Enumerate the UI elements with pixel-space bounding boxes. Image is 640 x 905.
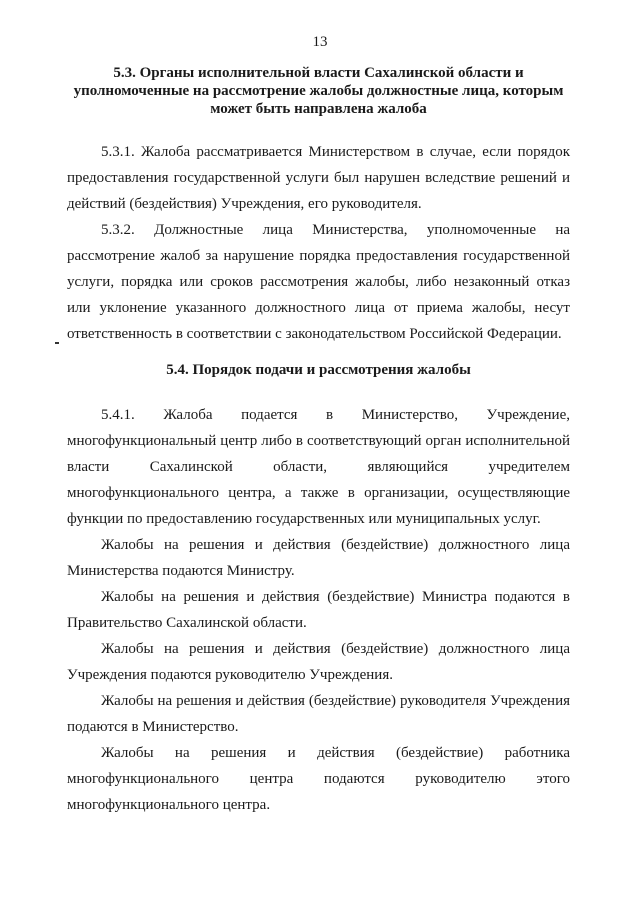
section-5-3-heading: 5.3. Органы исполнительной власти Сахалинской области и уполномоченные на рассмотрение жалобы должностные лица, которым может быть направлена жалоба: [73, 65, 564, 117]
margin-mark: [55, 342, 59, 344]
paragraph-institution-head: Жалобы на решения и действия (бездействие) руководителя Учреждения подаются в Министерство.: [67, 693, 570, 735]
paragraph-minister: Жалобы на решения и действия (бездействие) Министра подаются в Правительство Сахалинской области.: [67, 589, 570, 631]
paragraph-5-3-2: 5.3.2. Должностные лица Министерства, уполномоченные на рассмотрение жалоб за нарушение порядка предоставления государственной услуги, порядка или сроков рассмотрения жалобы, либо незаконный отказ или уклонение указанного должностного лица от приема жалобы, несут ответственность в соответствии с законодательством Российской Федерации.: [67, 222, 570, 342]
section-5-3-body: [67, 139, 570, 347]
paragraph-5-4-1: 5.4.1. Жалоба подается в Министерство, Учреждение, многофункциональный центр либо в соответствующий орган исполнительной власти Сахалинской области, являющийся учредителем многофункционального центра, а также в организации, осуществляющие функции по предоставлению государственных или муниципальных услуг.: [67, 407, 570, 527]
paragraph-institution-official: Жалобы на решения и действия (бездействие) должностного лица Учреждения подаются руководителю Учреждения.: [67, 641, 570, 683]
section-5-4-body: [67, 402, 570, 818]
page-number: 13: [312, 34, 328, 50]
paragraph-mfc-worker: Жалобы на решения и действия (бездействие) работника многофункционального центра подаются руководителю этого многофункционального центра.: [67, 745, 570, 813]
paragraph-minister-official: Жалобы на решения и действия (бездействие) должностного лица Министерства подаются Министру.: [67, 537, 570, 579]
paragraph-5-3-1: 5.3.1. Жалоба рассматривается Министерством в случае, если порядок предоставления государственной услуги был нарушен вследствие решений и действий (бездействия) Учреждения, его руководителя.: [67, 144, 570, 212]
section-5-4-heading: 5.4. Порядок подачи и рассмотрения жалобы: [166, 362, 471, 378]
